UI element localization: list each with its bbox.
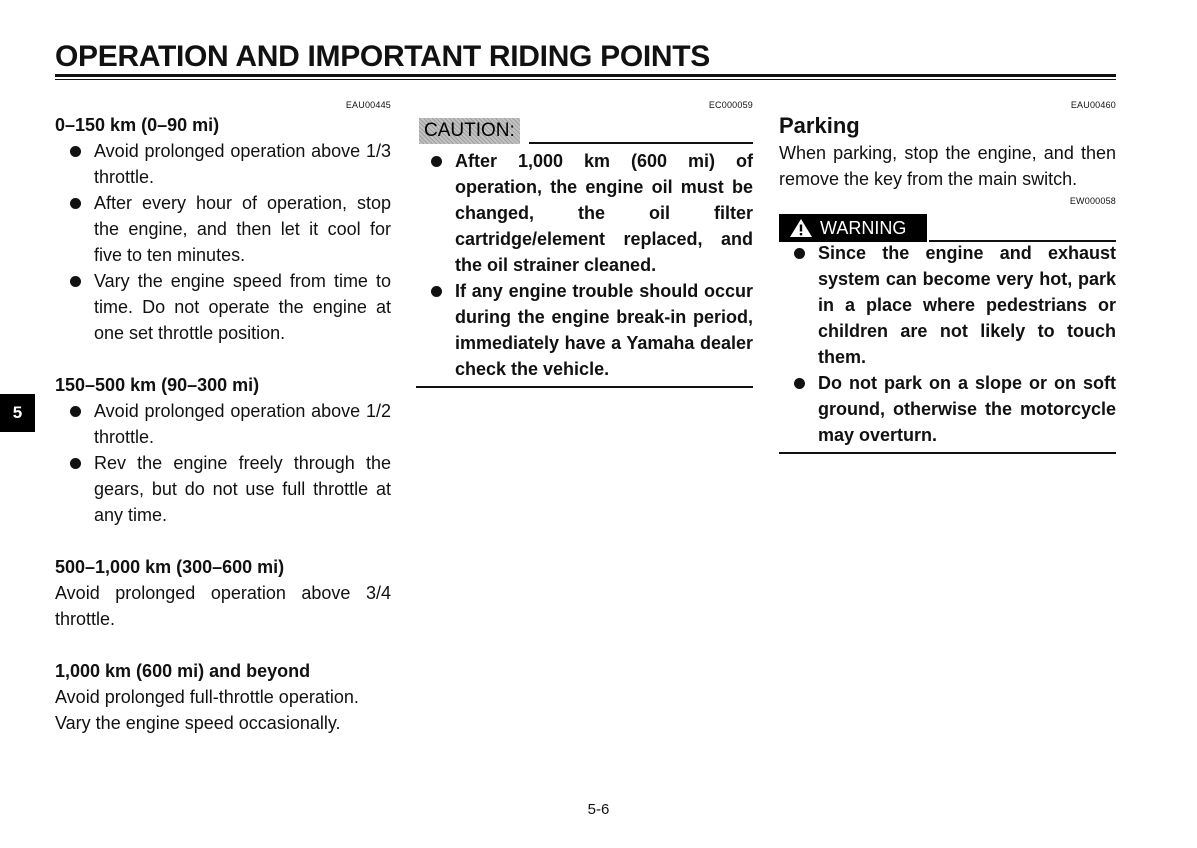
paragraph: Avoid prolonged operation above 3/4 throttle. bbox=[55, 583, 391, 629]
caution-list bbox=[416, 148, 753, 382]
warning-text: WARNING bbox=[820, 218, 907, 238]
caution-rule bbox=[529, 142, 753, 144]
list-item: Vary the engine speed from time to time. Do not operate the engine at one set throttle position. bbox=[55, 268, 391, 346]
chapter-tab: 5 bbox=[0, 394, 35, 432]
section-title: Parking bbox=[779, 113, 860, 138]
section-heading: 500–1,000 km (300–600 mi) bbox=[55, 557, 285, 577]
parking-column bbox=[779, 98, 1116, 454]
bullet-list bbox=[55, 138, 391, 346]
paragraph-line: Avoid prolonged full-throttle operation. bbox=[55, 687, 359, 707]
bullet-list bbox=[55, 398, 391, 528]
section-heading: 150–500 km (90–300 mi) bbox=[55, 375, 260, 395]
title-rule-thin bbox=[55, 79, 1116, 80]
list-item: Do not park on a slope or on soft ground, otherwise the motorcycle may overturn. bbox=[779, 370, 1116, 448]
reference-code: EW000058 bbox=[1069, 196, 1116, 206]
section-heading: 1,000 km (600 mi) and beyond bbox=[55, 661, 311, 681]
paragraph: When parking, stop the engine, and then remove the key from the main switch. bbox=[779, 143, 1116, 189]
reference-code: EC000059 bbox=[708, 100, 753, 110]
list-item: Avoid prolonged operation above 1/3 throttle. bbox=[55, 138, 391, 190]
caution-label: CAUTION: bbox=[419, 118, 520, 144]
caution-header bbox=[416, 116, 753, 148]
reference-code: EAU00460 bbox=[1070, 100, 1116, 110]
page-number: 5-6 bbox=[587, 801, 610, 818]
warning-list bbox=[779, 240, 1116, 448]
list-item: If any engine trouble should occur during the engine break-in period, immediately have a Yamaha dealer check the vehicle. bbox=[416, 278, 753, 382]
list-item: Avoid prolonged operation above 1/2 throttle. bbox=[55, 398, 391, 450]
warning-triangle-icon bbox=[789, 218, 813, 238]
caution-bottom-rule bbox=[416, 386, 753, 388]
page-title: OPERATION AND IMPORTANT RIDING POINTS bbox=[55, 40, 711, 73]
list-item: After every hour of operation, stop the engine, and then let it cool for five to ten minutes. bbox=[55, 190, 391, 268]
warning-bottom-rule bbox=[779, 452, 1116, 454]
warning-label bbox=[779, 214, 927, 242]
left-column bbox=[55, 98, 391, 736]
list-item: Since the engine and exhaust system can become very hot, park in a place where pedestrians or children are not likely to touch them. bbox=[779, 240, 1116, 370]
section-heading: 0–150 km (0–90 mi) bbox=[55, 115, 220, 135]
caution-column bbox=[416, 98, 753, 388]
list-item: After 1,000 km (600 mi) of operation, the engine oil must be changed, the oil filter cartridge/element replaced, and the oil strainer cleaned. bbox=[416, 148, 753, 278]
title-rule bbox=[55, 74, 1116, 77]
paragraph-line: Vary the engine speed occasionally. bbox=[55, 713, 341, 733]
list-item: Rev the engine freely through the gears, but do not use full throttle at any time. bbox=[55, 450, 391, 528]
reference-code: EAU00445 bbox=[345, 100, 391, 110]
